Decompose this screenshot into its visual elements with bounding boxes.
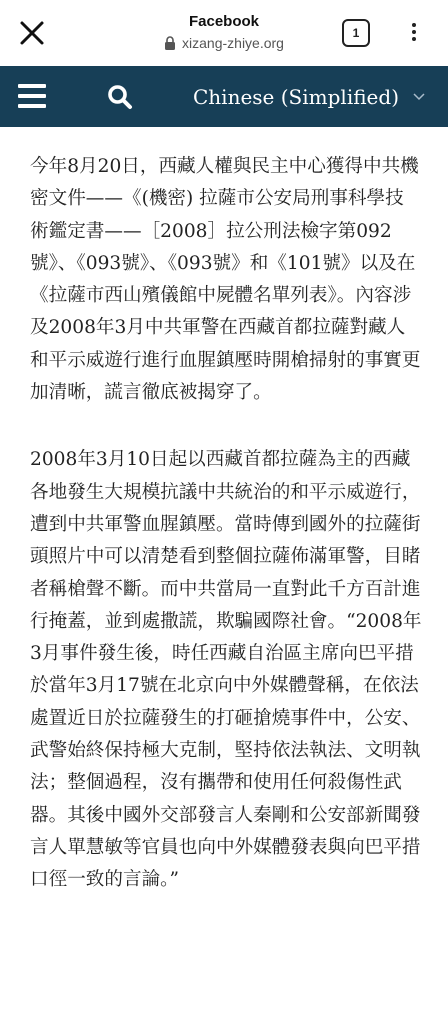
article-paragraph-1: 今年8月20日，西藏人權與民主中心獲得中共機密文件——《(機密) 拉薩市公安局刑事科學技術鑑定書——［2008］拉公刑法檢字第092號》、《093號》、《093號》和《101號》以及在《拉薩市西山殯儀館中屍體名單列表》。內容涉及2008年3月中共軍警在西藏首都拉薩對藏人和平示威遊行進行血腥鎮壓時開槍掃射的事實更加清晰，謊言徹底被揭穿了。 (30, 156, 421, 404)
browser-toolbar (0, 0, 448, 66)
page-info[interactable] (0, 13, 448, 52)
article-paragraph-2: 2008年3月10日起以西藏首都拉薩為主的西藏各地發生大規模抗議中共統治的和平示威遊行，遭到中共軍警血腥鎮壓。當時傳到國外的拉薩街頭照片中可以清楚看到整個拉薩佈滿軍警，目睹者稱槍聲不斷。而中共當局一直對此千方百計進行掩蓋，並到處撒謊，欺騙國際社會。“2008年3月事件發生後，時任西藏自治區主席向巴平措於當年3月17號在北京向中外媒體聲稱，在依法處置近日於拉薩發生的打砸搶燒事件中，公安、武警始終保持極大克制，堅持依法執法、文明執法；整個過程，沒有攜帶和使用任何殺傷性武器。其後中國外交部發言人秦剛和公安部新聞發言人單慧敏等官員也向中外媒體發表與向巴平措口徑一致的言論。” (30, 449, 422, 891)
more-options-button[interactable] (404, 20, 424, 46)
tab-count-button[interactable]: 1 (342, 19, 370, 47)
url-text: xizang-zhiye.org (182, 35, 284, 51)
more-vertical-icon (404, 23, 424, 41)
url-bar[interactable] (0, 34, 448, 52)
search-icon (106, 83, 134, 111)
hamburger-menu-icon (18, 84, 46, 108)
language-select[interactable] (190, 82, 430, 112)
article-body (30, 151, 422, 897)
site-navbar (0, 66, 448, 127)
search-button[interactable] (106, 83, 134, 111)
page-title: Facebook (188, 13, 260, 30)
language-selected-value: Chinese (Simplified) (193, 85, 399, 109)
lock-icon (164, 36, 176, 50)
chevron-down-icon (413, 93, 425, 101)
menu-button[interactable] (18, 84, 46, 108)
